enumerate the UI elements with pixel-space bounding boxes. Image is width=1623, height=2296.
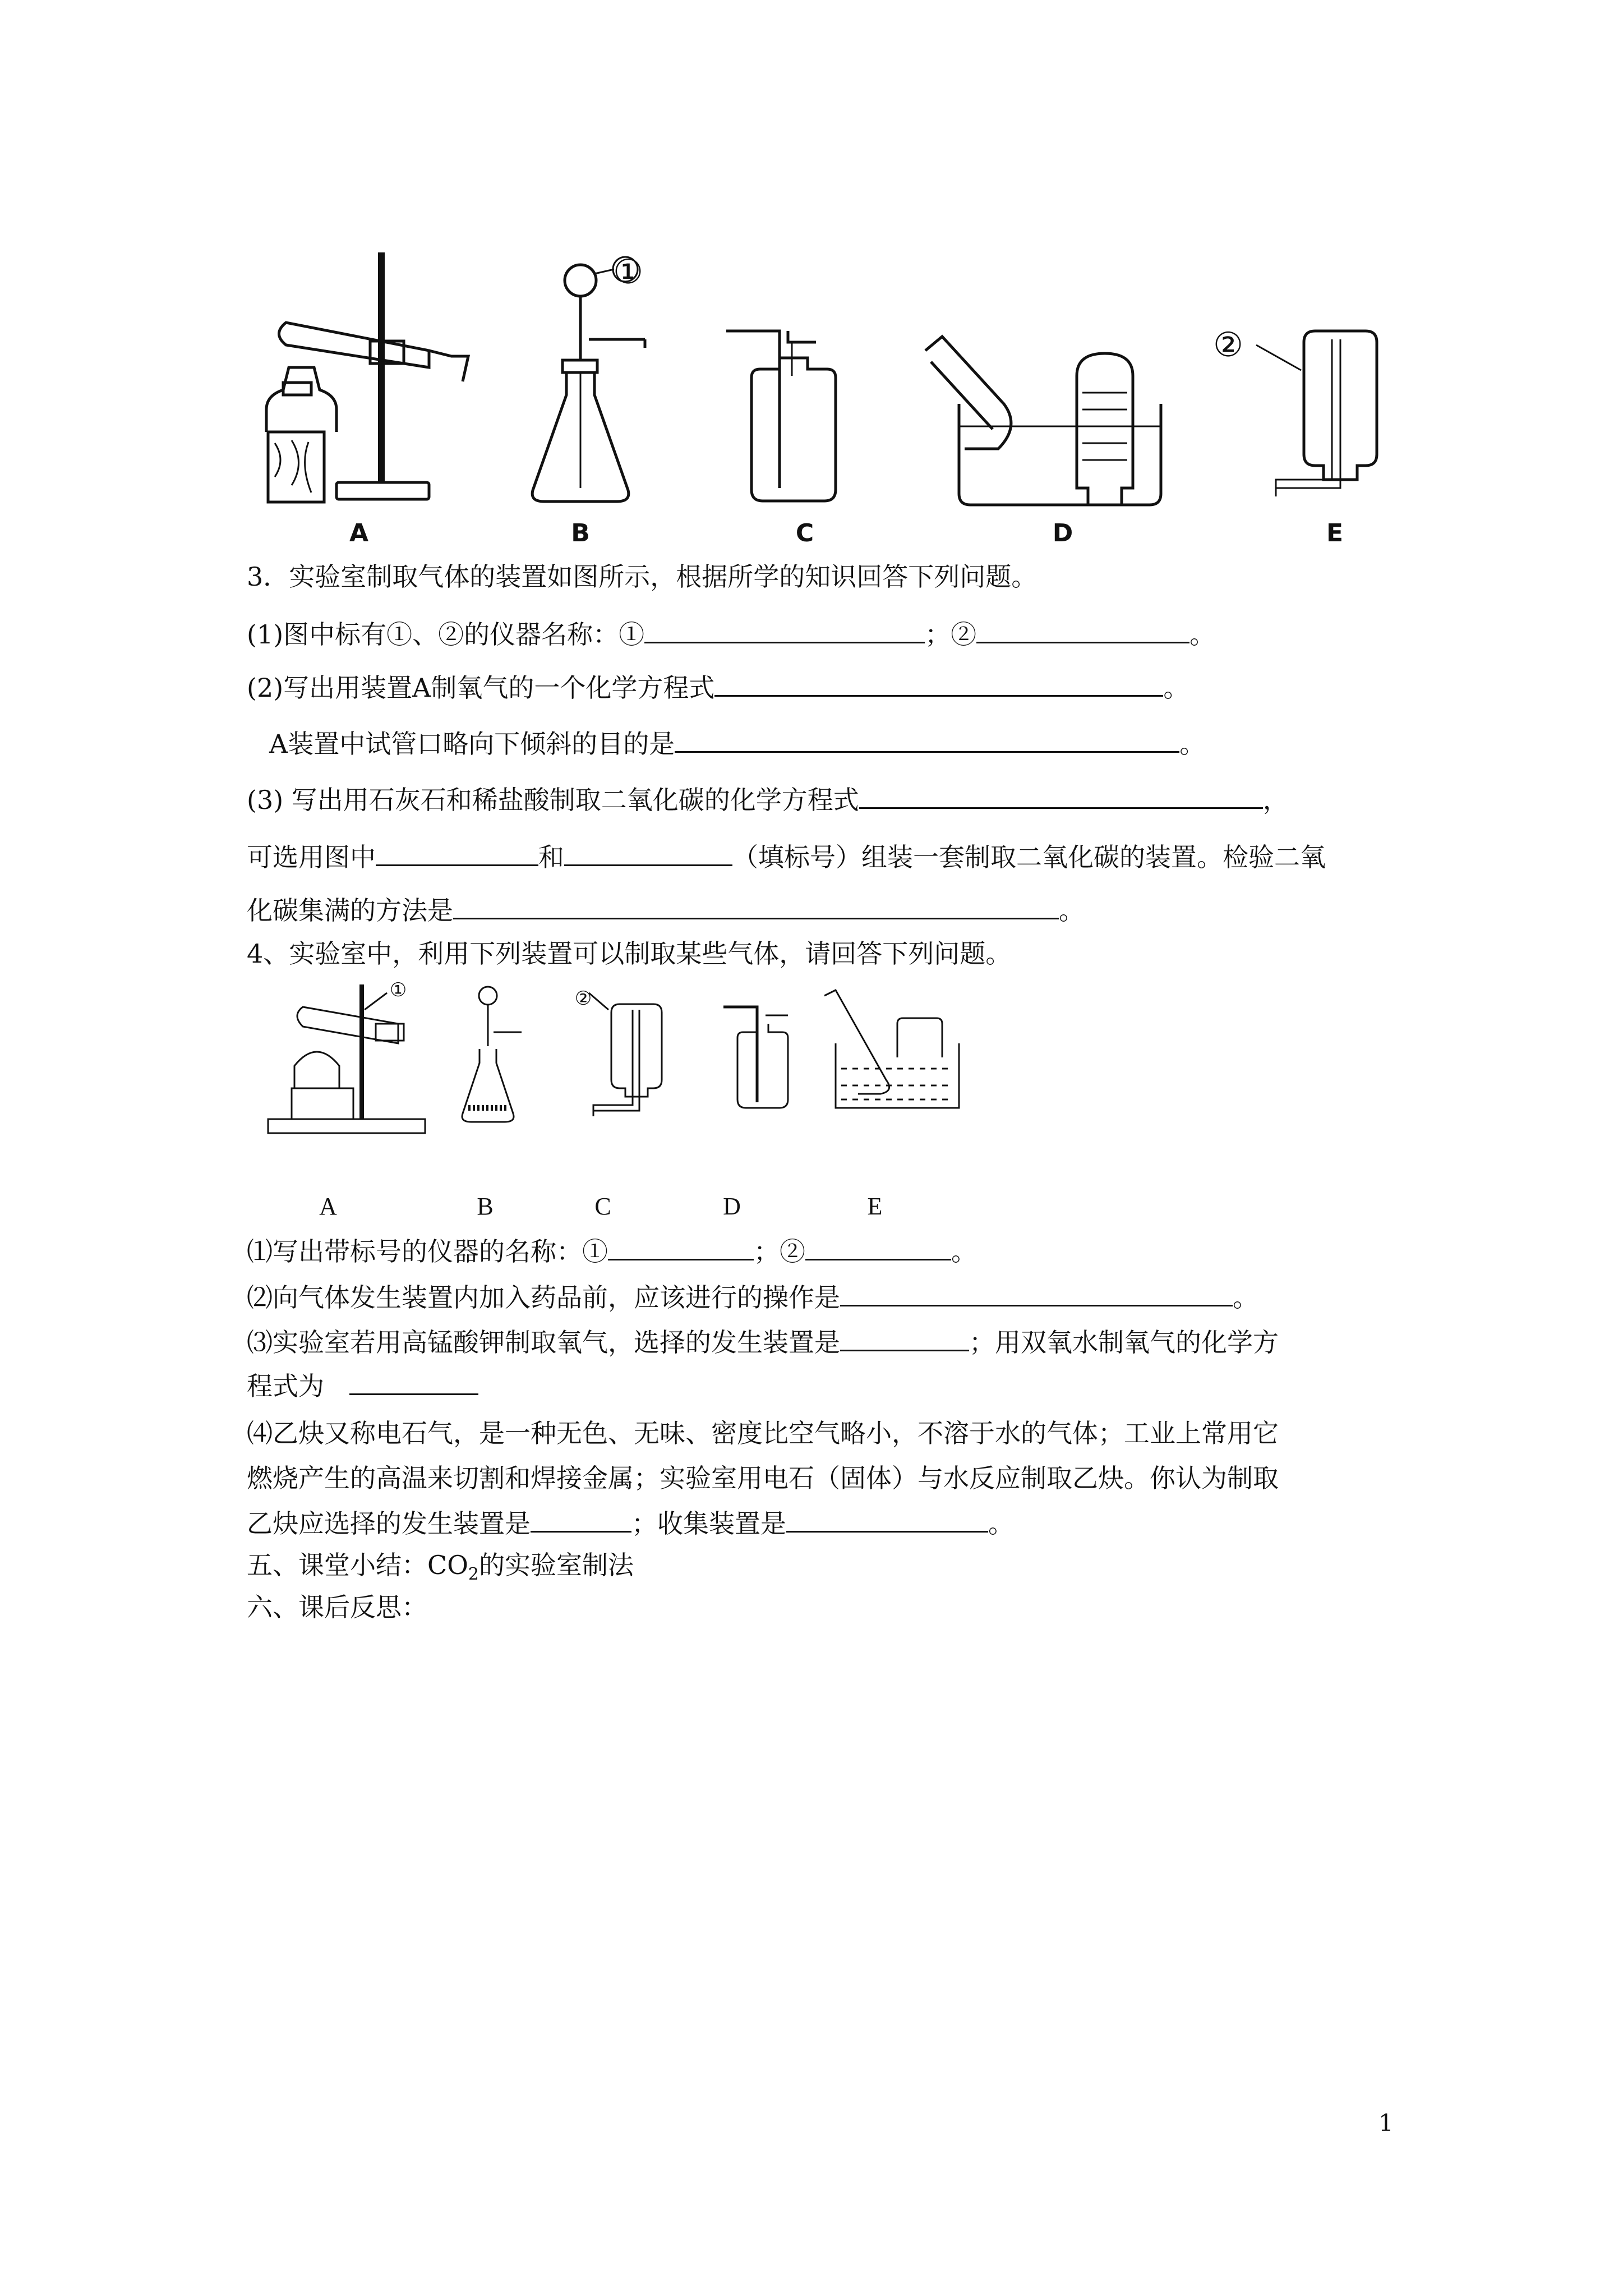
fig2-label-d: D [723, 1193, 741, 1220]
fig2-label-b: B [477, 1193, 494, 1220]
answer-blank[interactable] [714, 670, 1163, 697]
answer-blank[interactable] [859, 783, 1263, 809]
marker-2-fig2: ② [574, 987, 592, 1010]
answer-blank[interactable] [805, 1234, 951, 1260]
q3-part1: (1)图中标有①、②的仪器名称：① ；② 。 [247, 617, 1215, 651]
apparatus-1c [726, 331, 836, 501]
fig1-label-e: E [1326, 519, 1344, 547]
apparatus-1a [266, 252, 468, 502]
q3-part3: (3) 写出用石灰石和稀盐酸制取二氧化碳的化学方程式 ， [247, 783, 1289, 817]
apparatus-1e [1256, 331, 1377, 496]
apparatus-2e [824, 990, 959, 1108]
answer-blank[interactable] [786, 1506, 988, 1533]
answer-blank[interactable] [675, 726, 1179, 753]
q4-part2: ⑵向气体发生装置内加入药品前，应该进行的操作是 。 [247, 1280, 1258, 1314]
q4-part4-line1: ⑷乙炔又称电石气，是一种无色、无味、密度比空气略小，不溶于水的气体；工业上常用它 [247, 1418, 1279, 1448]
apparatus-2a [268, 984, 425, 1133]
fig2-label-a: A [319, 1193, 337, 1220]
marker-1-fig1: ① [613, 252, 643, 292]
q4-part3-line2: 程式为 [247, 1369, 478, 1403]
apparatus-2d [723, 1007, 788, 1108]
fig1-label-c: C [795, 519, 814, 547]
q4-part4-line3: 乙炔应选择的发生装置是 ；收集装置是 。 [247, 1506, 1014, 1540]
fig1-label-d: D [1052, 519, 1073, 547]
q3-part2: (2)写出用装置A制氧气的一个化学方程式 。 [247, 670, 1189, 705]
apparatus-1d [925, 337, 1161, 505]
q3-part2-line2: A装置中试管口略向下倾斜的目的是 。 [269, 726, 1205, 761]
answer-blank[interactable] [564, 840, 732, 866]
fig1-label-a: A [349, 519, 369, 547]
class-summary: 五、课堂小结：$CO_2$的实验室制法 [247, 1550, 634, 1585]
apparatus-2b [462, 987, 522, 1122]
answer-blank[interactable] [531, 1506, 631, 1533]
q4-part4-line2: 燃烧产生的高温来切割和焊接金属；实验室用电石（固体）与水反应制取乙炔。你认为制取 [247, 1463, 1279, 1493]
answer-blank[interactable] [349, 1369, 478, 1395]
q3-part3-line2: 可选用图中 和 （填标号）组装一套制取二氧化碳的装置。检验二氧 [247, 840, 1326, 874]
apparatus-2c [589, 993, 662, 1116]
answer-blank[interactable] [840, 1280, 1233, 1306]
answer-blank[interactable] [644, 617, 925, 643]
answer-blank[interactable] [840, 1325, 969, 1351]
q4-part3: ⑶实验室若用高锰酸钾制取氧气，选择的发生装置是 ；用双氧水制氧气的化学方 [247, 1325, 1279, 1359]
fig1-label-b: B [571, 519, 590, 547]
answer-blank[interactable] [376, 840, 538, 866]
q3-title: 3．实验室制取气体的装置如图所示，根据所学的知识回答下列问题。 [247, 562, 1038, 592]
fig2-label-e: E [867, 1193, 883, 1220]
marker-2-fig1: ② [1213, 325, 1243, 365]
apparatus-figure-1 [0, 236, 1623, 740]
q4-title: 4、实验室中，利用下列装置可以制取某些气体，请回答下列问题。 [247, 938, 1012, 969]
q4-part1: ⑴写出带标号的仪器的名称：① ；② 。 [247, 1234, 977, 1268]
q3-part3-line3: 化碳集满的方法是 。 [247, 893, 1085, 927]
after-class-reflection: 六、课后反思： [247, 1592, 427, 1622]
marker-1-fig2: ① [389, 979, 407, 1001]
answer-blank[interactable] [608, 1234, 754, 1260]
fig2-label-c: C [594, 1193, 611, 1220]
apparatus-figure-2 [0, 979, 1623, 1203]
answer-blank[interactable] [976, 617, 1189, 643]
page-number: 1 [1378, 2109, 1394, 2137]
apparatus-1b [532, 257, 645, 501]
answer-blank[interactable] [453, 893, 1059, 919]
